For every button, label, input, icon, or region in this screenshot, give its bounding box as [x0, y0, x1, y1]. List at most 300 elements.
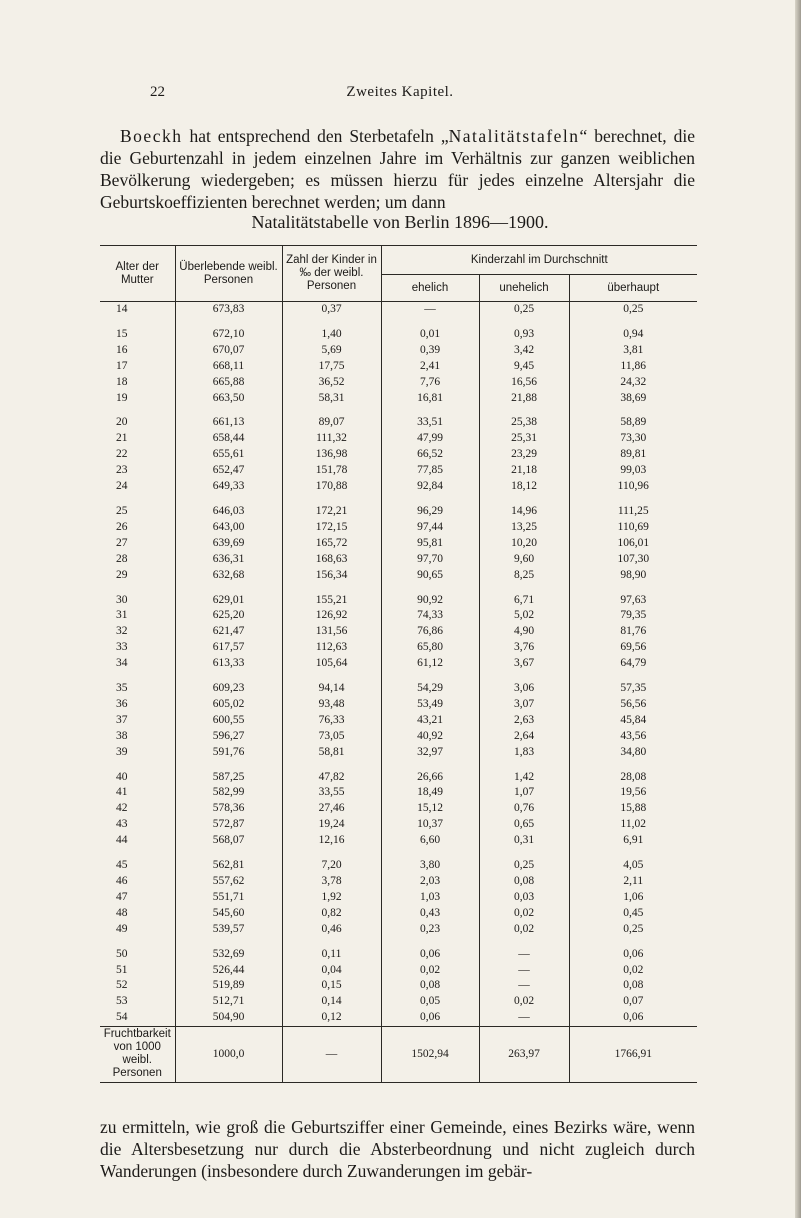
fertility-total: 1766,91	[569, 1027, 697, 1083]
cell-age: 20	[100, 406, 175, 431]
cell-legitimate: 66,52	[381, 447, 479, 463]
cell-children-per-mille: 126,92	[282, 608, 381, 624]
table-row	[100, 994, 697, 1010]
cell-children-per-mille: 1,92	[282, 890, 381, 906]
cell-children-per-mille: 0,04	[282, 963, 381, 979]
cell-legitimate: 0,08	[381, 978, 479, 994]
cell-survivors: 605,02	[175, 697, 282, 713]
table-row	[100, 922, 697, 938]
table-body	[100, 302, 697, 1027]
table-row	[100, 890, 697, 906]
cell-legitimate: 32,97	[381, 745, 479, 761]
cell-total: 6,91	[623, 834, 644, 847]
cell-children-per-mille: 0,12	[282, 1010, 381, 1026]
cell-total: 0,94	[623, 327, 644, 340]
table-row	[100, 978, 697, 994]
cell-total: 111,25	[617, 504, 649, 517]
cell-age: 31	[100, 608, 175, 624]
cell-total: 0,06	[623, 947, 644, 960]
cell-total: 110,96	[617, 480, 649, 493]
cell-legitimate: 77,85	[381, 463, 479, 479]
cell-children-per-mille: 47,82	[282, 761, 381, 786]
cell-children-per-mille: 136,98	[282, 447, 381, 463]
cell-illegitimate: 4,90	[479, 624, 569, 640]
cell-survivors: 663,50	[175, 391, 282, 407]
cell-age: 53	[100, 994, 175, 1010]
cell-legitimate: 40,92	[381, 729, 479, 745]
cell-legitimate: 47,99	[381, 431, 479, 447]
cell-total: 0,45	[623, 906, 644, 919]
cell-survivors: 568,07	[175, 833, 282, 849]
table-row	[100, 343, 697, 359]
intro-text-1: hat entsprechend den Sterbetafeln „	[182, 126, 449, 146]
cell-children-per-mille: 0,15	[282, 978, 381, 994]
cell-age: 37	[100, 713, 175, 729]
cell-total: 2,11	[623, 875, 644, 887]
cell-illegitimate: 5,02	[479, 608, 569, 624]
table-row	[100, 479, 697, 495]
cell-children-per-mille: 112,63	[282, 640, 381, 656]
table-row	[100, 697, 697, 713]
cell-illegitimate: 0,02	[479, 922, 569, 938]
cell-legitimate: 97,44	[381, 520, 479, 536]
cell-total: 64,79	[620, 657, 647, 670]
header-children-per-mille: Zahl der Kinder in ‰ der weibl. Personen	[282, 246, 381, 302]
cell-legitimate: 18,49	[381, 785, 479, 801]
table-row	[100, 463, 697, 479]
cell-total: 24,32	[620, 375, 647, 388]
cell-legitimate: 7,76	[381, 375, 479, 391]
cell-children-per-mille: 131,56	[282, 624, 381, 640]
cell-legitimate: 76,86	[381, 624, 479, 640]
cell-age: 45	[100, 849, 175, 874]
cell-survivors: 665,88	[175, 375, 282, 391]
table-row	[100, 833, 697, 849]
cell-total: 11,86	[620, 359, 646, 372]
cell-age: 39	[100, 745, 175, 761]
cell-survivors: 578,36	[175, 801, 282, 817]
table-row	[100, 495, 697, 520]
cell-children-per-mille: 0,11	[282, 938, 381, 963]
page-number: 22	[150, 84, 165, 100]
cell-age: 54	[100, 1010, 175, 1026]
table-row	[100, 656, 697, 672]
cell-legitimate: 0,06	[381, 938, 479, 963]
cell-children-per-mille: 105,64	[282, 656, 381, 672]
cell-total: 0,06	[623, 1011, 644, 1024]
cell-total: 99,03	[620, 464, 647, 477]
cell-survivors: 532,69	[175, 938, 282, 963]
cell-total: 28,08	[620, 770, 647, 783]
cell-age: 16	[100, 343, 175, 359]
cell-illegitimate: 0,08	[479, 874, 569, 890]
header-survivors: Überlebende weibl. Personen	[175, 246, 282, 302]
cell-children-per-mille: 0,37	[282, 302, 381, 318]
cell-illegitimate: 3,07	[479, 697, 569, 713]
cell-survivors: 670,07	[175, 343, 282, 359]
cell-legitimate: 0,43	[381, 906, 479, 922]
cell-total: 0,02	[623, 963, 644, 976]
cell-age: 23	[100, 463, 175, 479]
cell-survivors: 613,33	[175, 656, 282, 672]
header-total: überhaupt	[569, 275, 697, 302]
cell-survivors: 596,27	[175, 729, 282, 745]
cell-illegitimate: 0,25	[479, 302, 569, 318]
cell-children-per-mille: 170,88	[282, 479, 381, 495]
cell-legitimate: 61,12	[381, 656, 479, 672]
cell-illegitimate: 25,38	[479, 406, 569, 431]
cell-children-per-mille: 1,40	[282, 318, 381, 343]
cell-age: 47	[100, 890, 175, 906]
table-row	[100, 938, 697, 963]
cell-legitimate: 97,70	[381, 552, 479, 568]
table-row	[100, 1010, 697, 1026]
cell-children-per-mille: 155,21	[282, 584, 381, 609]
cell-illegitimate: 9,60	[479, 552, 569, 568]
table-row	[100, 761, 697, 786]
cell-survivors: 557,62	[175, 874, 282, 890]
cell-illegitimate: 2,64	[479, 729, 569, 745]
cell-children-per-mille: 172,15	[282, 520, 381, 536]
cell-children-per-mille: 89,07	[282, 406, 381, 431]
cell-legitimate: 0,02	[381, 963, 479, 979]
cell-children-per-mille: 58,81	[282, 745, 381, 761]
table-row	[100, 318, 697, 343]
cell-legitimate: 1,03	[381, 890, 479, 906]
page-binding-edge	[795, 0, 801, 1218]
cell-illegitimate: 0,76	[479, 801, 569, 817]
cell-legitimate: 54,29	[381, 672, 479, 697]
cell-legitimate: 3,80	[381, 849, 479, 874]
cell-survivors: 629,01	[175, 584, 282, 609]
cell-children-per-mille: 36,52	[282, 375, 381, 391]
cell-children-per-mille: 3,78	[282, 874, 381, 890]
cell-survivors: 617,57	[175, 640, 282, 656]
cell-children-per-mille: 58,31	[282, 391, 381, 407]
cell-total: 0,25	[623, 303, 644, 315]
cell-survivors: 639,69	[175, 536, 282, 552]
header-illegitimate: unehelich	[479, 275, 569, 302]
cell-legitimate: 10,37	[381, 817, 479, 833]
cell-survivors: 572,87	[175, 817, 282, 833]
cell-legitimate: 53,49	[381, 697, 479, 713]
table-row	[100, 672, 697, 697]
table-row	[100, 640, 697, 656]
cell-children-per-mille: 156,34	[282, 568, 381, 584]
outro-paragraph	[100, 1116, 695, 1182]
cell-age: 48	[100, 906, 175, 922]
cell-children-per-mille: 151,78	[282, 463, 381, 479]
fertility-survivors: 1000,0	[175, 1027, 282, 1083]
cell-survivors: 661,13	[175, 406, 282, 431]
cell-legitimate: 74,33	[381, 608, 479, 624]
cell-children-per-mille: 111,32	[282, 431, 381, 447]
cell-total: 56,56	[620, 697, 647, 710]
table-row	[100, 391, 697, 407]
cell-illegitimate: 21,88	[479, 391, 569, 407]
header-average-group: Kinderzahl im Durchschnitt	[381, 246, 697, 275]
cell-total: 107,30	[617, 552, 650, 565]
cell-legitimate: 15,12	[381, 801, 479, 817]
cell-illegitimate: 1,42	[479, 761, 569, 786]
cell-illegitimate: 3,76	[479, 640, 569, 656]
intro-text-2: “ berechnet, die die Geburtenzahl in jedem einzelnen Jahre im Verhältnis zur ganzen weiblichen Bevölkerung wiedergeben; es müssen hierzu für jedes einzelne Altersjahr die Geburtskoeffizienten berechnet werden; um dann	[100, 126, 696, 212]
cell-age: 49	[100, 922, 175, 938]
cell-total: 81,76	[620, 625, 647, 638]
cell-illegitimate: 0,31	[479, 833, 569, 849]
table-row	[100, 963, 697, 979]
cell-illegitimate: 6,71	[479, 584, 569, 609]
cell-survivors: 587,25	[175, 761, 282, 786]
cell-legitimate: 65,80	[381, 640, 479, 656]
cell-illegitimate: 18,12	[479, 479, 569, 495]
cell-survivors: 591,76	[175, 745, 282, 761]
cell-total: 97,63	[620, 593, 647, 606]
cell-children-per-mille: 0,14	[282, 994, 381, 1010]
cell-survivors: 519,89	[175, 978, 282, 994]
cell-survivors: 643,00	[175, 520, 282, 536]
cell-children-per-mille: 168,63	[282, 552, 381, 568]
cell-children-per-mille: 0,82	[282, 906, 381, 922]
intro-paragraph	[100, 125, 695, 213]
cell-total: 0,08	[623, 979, 644, 992]
cell-total: 3,81	[623, 343, 644, 356]
cell-illegitimate: 0,02	[479, 994, 569, 1010]
table-row	[100, 447, 697, 463]
cell-children-per-mille: 94,14	[282, 672, 381, 697]
cell-age: 29	[100, 568, 175, 584]
cell-illegitimate: 0,65	[479, 817, 569, 833]
cell-legitimate: 96,29	[381, 495, 479, 520]
cell-total: 98,90	[620, 568, 647, 581]
cell-age: 33	[100, 640, 175, 656]
cell-illegitimate: 13,25	[479, 520, 569, 536]
cell-age: 26	[100, 520, 175, 536]
cell-illegitimate: 0,25	[479, 849, 569, 874]
cell-legitimate: 26,66	[381, 761, 479, 786]
cell-illegitimate: 3,42	[479, 343, 569, 359]
table-row	[100, 375, 697, 391]
cell-age: 17	[100, 359, 175, 375]
cell-survivors: 632,68	[175, 568, 282, 584]
table-title: Natalitätstabelle von Berlin 1896—1900.	[251, 212, 549, 232]
cell-legitimate: 16,81	[381, 391, 479, 407]
cell-survivors: 668,11	[175, 359, 282, 375]
cell-total: 11,02	[620, 818, 646, 831]
table-row	[100, 729, 697, 745]
cell-illegitimate: 1,83	[479, 745, 569, 761]
cell-survivors: 512,71	[175, 994, 282, 1010]
table-row	[100, 584, 697, 609]
cell-illegitimate: 16,56	[479, 375, 569, 391]
cell-illegitimate: 14,96	[479, 495, 569, 520]
cell-age: 22	[100, 447, 175, 463]
cell-total: 4,05	[623, 859, 644, 872]
table-row	[100, 359, 697, 375]
cell-age: 44	[100, 833, 175, 849]
cell-age: 36	[100, 697, 175, 713]
fertility-row	[100, 1027, 697, 1083]
table-row	[100, 745, 697, 761]
cell-age: 27	[100, 536, 175, 552]
fertility-illegitimate: 263,97	[479, 1027, 569, 1083]
term-natalitaetstafeln: Natalitätstafeln	[448, 126, 580, 146]
cell-age: 30	[100, 584, 175, 609]
cell-total: 38,69	[620, 391, 647, 404]
cell-total: 110,69	[617, 520, 649, 533]
cell-legitimate: 2,41	[381, 359, 479, 375]
cell-illegitimate: 10,20	[479, 536, 569, 552]
cell-children-per-mille: 165,72	[282, 536, 381, 552]
table-row	[100, 536, 697, 552]
cell-legitimate: 0,06	[381, 1010, 479, 1026]
cell-illegitimate: 0,02	[479, 906, 569, 922]
cell-survivors: 625,20	[175, 608, 282, 624]
cell-age: 28	[100, 552, 175, 568]
cell-survivors: 582,99	[175, 785, 282, 801]
cell-total: 58,89	[620, 416, 647, 429]
cell-total: 79,35	[620, 609, 647, 622]
cell-legitimate: 2,03	[381, 874, 479, 890]
cell-children-per-mille: 5,69	[282, 343, 381, 359]
cell-total: 34,80	[620, 745, 647, 758]
table-row	[100, 552, 697, 568]
cell-illegitimate: 9,45	[479, 359, 569, 375]
cell-total: 15,88	[620, 802, 647, 815]
cell-total: 73,30	[620, 432, 647, 445]
cell-survivors: 526,44	[175, 963, 282, 979]
cell-age: 43	[100, 817, 175, 833]
cell-illegitimate: —	[479, 963, 569, 979]
cell-legitimate: 0,01	[381, 318, 479, 343]
cell-survivors: 649,33	[175, 479, 282, 495]
cell-illegitimate: 0,93	[479, 318, 569, 343]
cell-age: 50	[100, 938, 175, 963]
cell-total: 0,07	[623, 995, 644, 1008]
cell-illegitimate: 1,07	[479, 785, 569, 801]
cell-survivors: 646,03	[175, 495, 282, 520]
cell-children-per-mille: 93,48	[282, 697, 381, 713]
cell-total: 106,01	[617, 536, 650, 549]
cell-total: 69,56	[620, 641, 647, 654]
table-row	[100, 906, 697, 922]
table-row	[100, 801, 697, 817]
cell-children-per-mille: 17,75	[282, 359, 381, 375]
cell-survivors: 562,81	[175, 849, 282, 874]
cell-illegitimate: —	[479, 978, 569, 994]
cell-illegitimate: 3,67	[479, 656, 569, 672]
author-name: Boeckh	[120, 126, 183, 146]
cell-illegitimate: —	[479, 1010, 569, 1026]
cell-age: 24	[100, 479, 175, 495]
fertility-children-per-mille: —	[282, 1027, 381, 1083]
cell-survivors: 539,57	[175, 922, 282, 938]
cell-legitimate: 0,23	[381, 922, 479, 938]
cell-legitimate: —	[381, 302, 479, 318]
cell-illegitimate: —	[479, 938, 569, 963]
cell-legitimate: 90,65	[381, 568, 479, 584]
header-age: Alter der Mutter	[100, 246, 175, 302]
cell-survivors: 672,10	[175, 318, 282, 343]
cell-children-per-mille: 27,46	[282, 801, 381, 817]
cell-age: 34	[100, 656, 175, 672]
cell-illegitimate: 25,31	[479, 431, 569, 447]
cell-children-per-mille: 19,24	[282, 817, 381, 833]
cell-age: 15	[100, 318, 175, 343]
cell-survivors: 551,71	[175, 890, 282, 906]
cell-total: 45,84	[620, 713, 647, 726]
cell-age: 46	[100, 874, 175, 890]
cell-legitimate: 43,21	[381, 713, 479, 729]
cell-age: 19	[100, 391, 175, 407]
cell-survivors: 658,44	[175, 431, 282, 447]
fertility-label: Fruchtbarkeit von 1000 weibl. Personen	[100, 1027, 175, 1083]
cell-children-per-mille: 73,05	[282, 729, 381, 745]
cell-survivors: 545,60	[175, 906, 282, 922]
cell-age: 18	[100, 375, 175, 391]
table-row	[100, 406, 697, 431]
cell-survivors: 504,90	[175, 1010, 282, 1026]
cell-total: 43,56	[620, 729, 647, 742]
table-row	[100, 302, 697, 318]
cell-age: 42	[100, 801, 175, 817]
cell-legitimate: 95,81	[381, 536, 479, 552]
fertility-legitimate: 1502,94	[381, 1027, 479, 1083]
table-row	[100, 713, 697, 729]
cell-total: 0,25	[623, 922, 644, 935]
cell-age: 52	[100, 978, 175, 994]
cell-illegitimate: 21,18	[479, 463, 569, 479]
cell-survivors: 600,55	[175, 713, 282, 729]
cell-age: 25	[100, 495, 175, 520]
cell-survivors: 636,31	[175, 552, 282, 568]
table-row	[100, 849, 697, 874]
cell-total: 19,56	[620, 786, 647, 799]
table-row	[100, 520, 697, 536]
cell-legitimate: 33,51	[381, 406, 479, 431]
table-row	[100, 874, 697, 890]
cell-survivors: 621,47	[175, 624, 282, 640]
cell-age: 35	[100, 672, 175, 697]
table-row	[100, 785, 697, 801]
cell-age: 32	[100, 624, 175, 640]
cell-total: 89,81	[620, 448, 647, 461]
table-row	[100, 608, 697, 624]
cell-illegitimate: 2,63	[479, 713, 569, 729]
cell-legitimate: 0,39	[381, 343, 479, 359]
cell-children-per-mille: 172,21	[282, 495, 381, 520]
cell-age: 40	[100, 761, 175, 786]
cell-children-per-mille: 33,55	[282, 785, 381, 801]
cell-age: 14	[100, 302, 175, 318]
table-row	[100, 431, 697, 447]
cell-age: 38	[100, 729, 175, 745]
running-head	[60, 84, 740, 104]
cell-survivors: 655,61	[175, 447, 282, 463]
cell-legitimate: 6,60	[381, 833, 479, 849]
cell-total: 57,35	[620, 682, 647, 695]
cell-survivors: 673,83	[175, 302, 282, 318]
cell-children-per-mille: 12,16	[282, 833, 381, 849]
table-row	[100, 624, 697, 640]
chapter-title: Zweites Kapitel.	[346, 84, 454, 100]
table-row	[100, 568, 697, 584]
cell-legitimate: 92,84	[381, 479, 479, 495]
natality-table	[100, 245, 697, 1083]
table-row	[100, 817, 697, 833]
cell-total: 1,06	[623, 890, 644, 903]
cell-legitimate: 0,05	[381, 994, 479, 1010]
